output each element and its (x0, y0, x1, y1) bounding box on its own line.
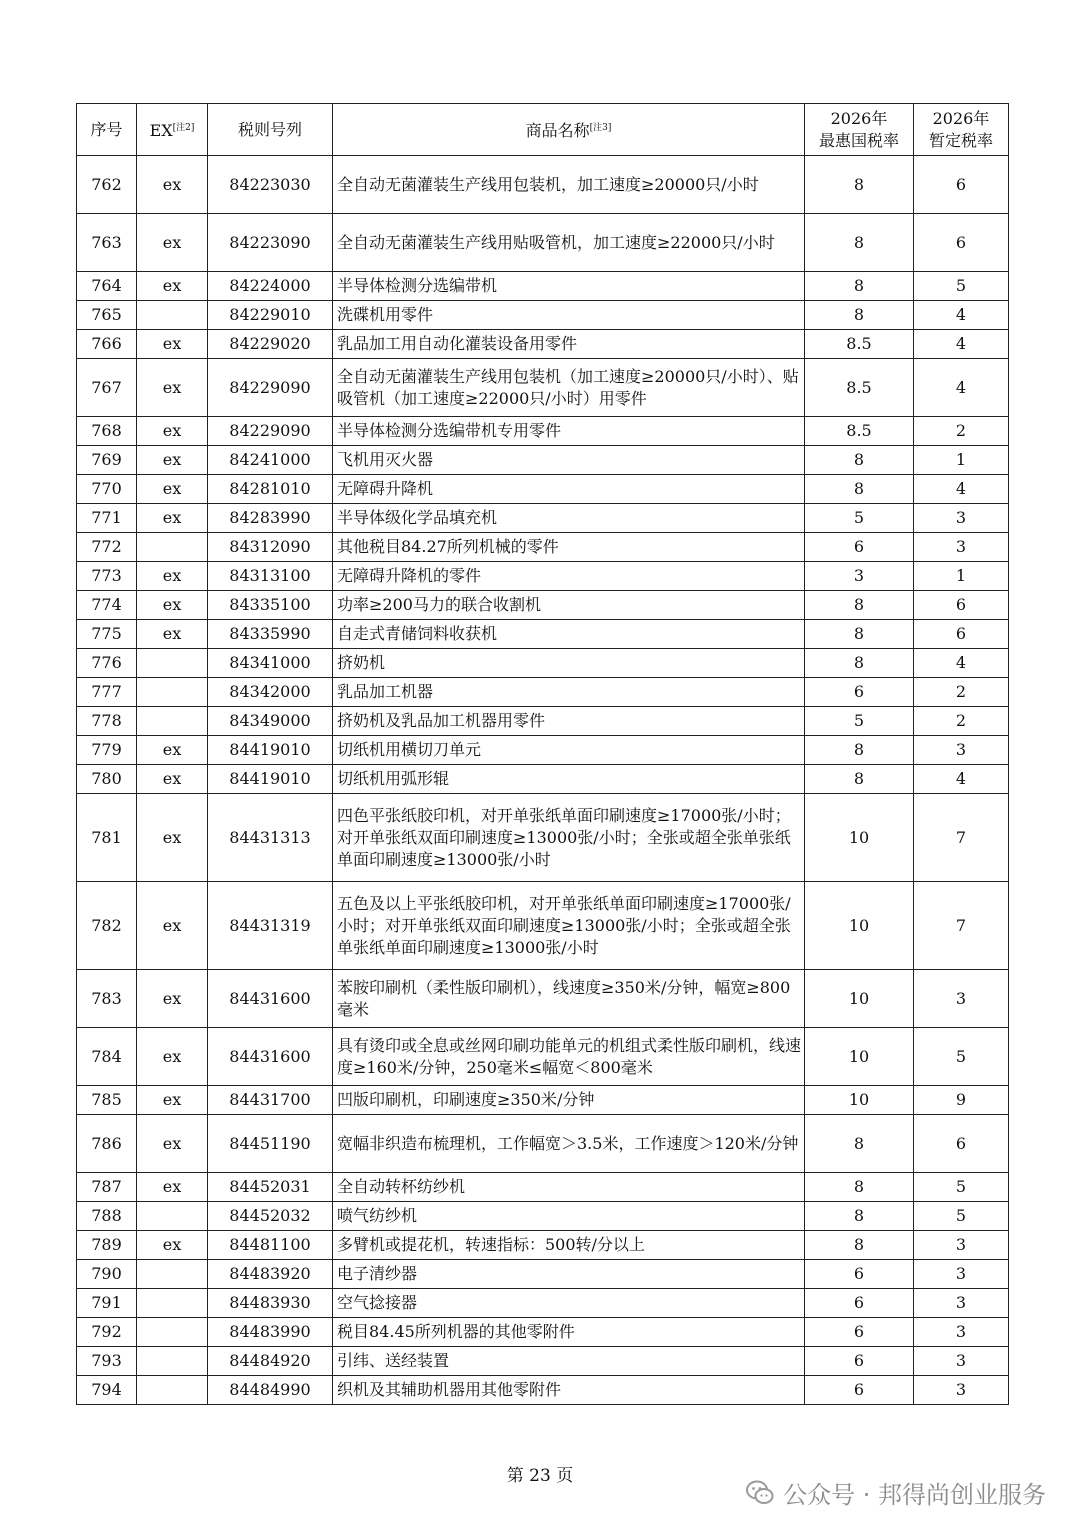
cell-mfn-rate: 8 (805, 214, 914, 272)
table-row (77, 678, 1009, 707)
cell-provisional-rate: 3 (914, 736, 1009, 765)
cell-ex: ex (137, 970, 208, 1028)
cell-name: 全自动无菌灌装生产线用贴吸管机，加工速度≥22000只/小时 (333, 214, 805, 272)
cell-code: 84335990 (208, 620, 333, 649)
cell-seq: 780 (77, 765, 137, 794)
cell-mfn-rate: 8 (805, 649, 914, 678)
cell-seq: 765 (77, 301, 137, 330)
cell-code: 84223090 (208, 214, 333, 272)
cell-seq: 785 (77, 1086, 137, 1115)
cell-ex: ex (137, 1115, 208, 1173)
cell-seq: 763 (77, 214, 137, 272)
cell-ex (137, 1260, 208, 1289)
header-mfn-rate: 2026年 最惠国税率 (805, 104, 914, 156)
cell-mfn-rate: 8 (805, 156, 914, 214)
cell-ex (137, 649, 208, 678)
cell-mfn-rate: 3 (805, 562, 914, 591)
cell-ex (137, 1202, 208, 1231)
table-row (77, 1202, 1009, 1231)
table-row (77, 1289, 1009, 1318)
table-row (77, 1260, 1009, 1289)
header-ex: EX[注2] (137, 104, 208, 156)
cell-seq: 787 (77, 1173, 137, 1202)
cell-seq: 793 (77, 1347, 137, 1376)
cell-mfn-rate: 10 (805, 794, 914, 882)
cell-name: 无障碍升降机 (333, 475, 805, 504)
header-name-note: [注3] (589, 123, 612, 133)
cell-ex (137, 533, 208, 562)
cell-provisional-rate: 6 (914, 620, 1009, 649)
cell-code: 84313100 (208, 562, 333, 591)
cell-mfn-rate: 10 (805, 882, 914, 970)
table-row (77, 591, 1009, 620)
cell-code: 84452032 (208, 1202, 333, 1231)
cell-provisional-rate: 4 (914, 301, 1009, 330)
cell-code: 84341000 (208, 649, 333, 678)
cell-provisional-rate: 2 (914, 678, 1009, 707)
cell-mfn-rate: 10 (805, 970, 914, 1028)
table-row (77, 417, 1009, 446)
cell-seq: 764 (77, 272, 137, 301)
cell-mfn-rate: 8 (805, 620, 914, 649)
cell-provisional-rate: 4 (914, 359, 1009, 417)
table-row (77, 475, 1009, 504)
cell-provisional-rate: 5 (914, 272, 1009, 301)
wechat-icon (745, 1478, 775, 1508)
cell-name: 具有烫印或全息或丝网印刷功能单元的机组式柔性版印刷机，线速度≥160米/分钟，250毫米≤幅宽＜800毫米 (333, 1028, 805, 1086)
cell-seq: 790 (77, 1260, 137, 1289)
cell-ex: ex (137, 475, 208, 504)
cell-code: 84229090 (208, 417, 333, 446)
cell-code: 84223030 (208, 156, 333, 214)
cell-seq: 769 (77, 446, 137, 475)
cell-code: 84342000 (208, 678, 333, 707)
cell-name: 其他税目84.27所列机械的零件 (333, 533, 805, 562)
cell-ex (137, 301, 208, 330)
cell-provisional-rate: 3 (914, 1318, 1009, 1347)
cell-name: 凹版印刷机，印刷速度≥350米/分钟 (333, 1086, 805, 1115)
cell-seq: 773 (77, 562, 137, 591)
cell-code: 84484920 (208, 1347, 333, 1376)
cell-provisional-rate: 6 (914, 156, 1009, 214)
cell-provisional-rate: 5 (914, 1202, 1009, 1231)
cell-seq: 774 (77, 591, 137, 620)
cell-code: 84483990 (208, 1318, 333, 1347)
cell-seq: 779 (77, 736, 137, 765)
cell-code: 84335100 (208, 591, 333, 620)
table-row (77, 1028, 1009, 1086)
table-row (77, 533, 1009, 562)
cell-seq: 762 (77, 156, 137, 214)
cell-seq: 777 (77, 678, 137, 707)
cell-code: 84283990 (208, 504, 333, 533)
cell-code: 84431600 (208, 1028, 333, 1086)
table-row (77, 504, 1009, 533)
cell-provisional-rate: 3 (914, 970, 1009, 1028)
cell-code: 84419010 (208, 736, 333, 765)
cell-name: 乳品加工机器 (333, 678, 805, 707)
cell-code: 84431313 (208, 794, 333, 882)
watermark-text: 公众号 · 邦得尚创业服务 (783, 1481, 1046, 1509)
cell-mfn-rate: 6 (805, 1376, 914, 1405)
cell-provisional-rate: 2 (914, 707, 1009, 736)
cell-mfn-rate: 8 (805, 765, 914, 794)
cell-provisional-rate: 1 (914, 446, 1009, 475)
cell-seq: 794 (77, 1376, 137, 1405)
cell-seq: 771 (77, 504, 137, 533)
cell-seq: 792 (77, 1318, 137, 1347)
cell-name: 切纸机用弧形辊 (333, 765, 805, 794)
cell-ex: ex (137, 214, 208, 272)
cell-code: 84483930 (208, 1289, 333, 1318)
table-row (77, 1086, 1009, 1115)
cell-ex: ex (137, 736, 208, 765)
cell-seq: 770 (77, 475, 137, 504)
cell-name: 全自动无菌灌装生产线用包装机（加工速度≥20000只/小时）、贴吸管机（加工速度≥22000只/小时）用零件 (333, 359, 805, 417)
cell-code: 84229010 (208, 301, 333, 330)
cell-ex: ex (137, 1231, 208, 1260)
cell-name: 四色平张纸胶印机，对开单张纸单面印刷速度≥17000张/小时；对开单张纸双面印刷速度≥13000张/小时；全张或超全张单张纸单面印刷速度≥13000张/小时 (333, 794, 805, 882)
cell-provisional-rate: 3 (914, 1289, 1009, 1318)
table-row (77, 301, 1009, 330)
cell-provisional-rate: 3 (914, 1376, 1009, 1405)
cell-ex: ex (137, 330, 208, 359)
cell-seq: 766 (77, 330, 137, 359)
table-row (77, 1231, 1009, 1260)
cell-mfn-rate: 8 (805, 272, 914, 301)
cell-ex: ex (137, 1028, 208, 1086)
cell-ex: ex (137, 562, 208, 591)
table-row (77, 446, 1009, 475)
cell-mfn-rate: 8.5 (805, 359, 914, 417)
cell-ex (137, 678, 208, 707)
cell-provisional-rate: 6 (914, 1115, 1009, 1173)
cell-provisional-rate: 3 (914, 1260, 1009, 1289)
cell-mfn-rate: 6 (805, 1318, 914, 1347)
table-row (77, 970, 1009, 1028)
cell-seq: 789 (77, 1231, 137, 1260)
table-row (77, 1318, 1009, 1347)
cell-ex (137, 1376, 208, 1405)
cell-name: 多臂机或提花机，转速指标：500转/分以上 (333, 1231, 805, 1260)
cell-mfn-rate: 8 (805, 591, 914, 620)
cell-name: 全自动转杯纺纱机 (333, 1173, 805, 1202)
table-row (77, 214, 1009, 272)
cell-mfn-rate: 8.5 (805, 330, 914, 359)
cell-mfn-rate: 6 (805, 533, 914, 562)
cell-provisional-rate: 1 (914, 562, 1009, 591)
cell-name: 功率≥200马力的联合收割机 (333, 591, 805, 620)
cell-ex: ex (137, 504, 208, 533)
table-row (77, 1173, 1009, 1202)
cell-name: 半导体检测分选编带机专用零件 (333, 417, 805, 446)
table-row (77, 765, 1009, 794)
cell-ex (137, 707, 208, 736)
cell-name: 切纸机用横切刀单元 (333, 736, 805, 765)
cell-mfn-rate: 8 (805, 1173, 914, 1202)
page-number: 第 23 页 (506, 1466, 574, 1486)
table-row (77, 330, 1009, 359)
cell-code: 84241000 (208, 446, 333, 475)
cell-provisional-rate: 4 (914, 649, 1009, 678)
cell-code: 84229090 (208, 359, 333, 417)
cell-code: 84224000 (208, 272, 333, 301)
cell-seq: 775 (77, 620, 137, 649)
cell-seq: 784 (77, 1028, 137, 1086)
cell-provisional-rate: 3 (914, 1347, 1009, 1376)
cell-seq: 768 (77, 417, 137, 446)
cell-name: 税目84.45所列机器的其他零附件 (333, 1318, 805, 1347)
cell-seq: 782 (77, 882, 137, 970)
cell-mfn-rate: 8 (805, 446, 914, 475)
table-row (77, 1115, 1009, 1173)
cell-name: 五色及以上平张纸胶印机，对开单张纸单面印刷速度≥17000张/小时；对开单张纸双面印刷速度≥13000张/小时；全张或超全张单张纸单面印刷速度≥13000张/小时 (333, 882, 805, 970)
cell-code: 84431319 (208, 882, 333, 970)
cell-name: 空气捻接器 (333, 1289, 805, 1318)
cell-mfn-rate: 8 (805, 736, 914, 765)
cell-code: 84481100 (208, 1231, 333, 1260)
cell-ex: ex (137, 1173, 208, 1202)
cell-seq: 783 (77, 970, 137, 1028)
cell-code: 84431600 (208, 970, 333, 1028)
cell-mfn-rate: 6 (805, 678, 914, 707)
cell-mfn-rate: 5 (805, 504, 914, 533)
cell-mfn-rate: 8 (805, 1202, 914, 1231)
cell-name: 挤奶机及乳品加工机器用零件 (333, 707, 805, 736)
cell-ex: ex (137, 1086, 208, 1115)
cell-code: 84431700 (208, 1086, 333, 1115)
table-row (77, 620, 1009, 649)
cell-code: 84483920 (208, 1260, 333, 1289)
cell-provisional-rate: 4 (914, 765, 1009, 794)
cell-name: 织机及其辅助机器用其他零附件 (333, 1376, 805, 1405)
cell-ex: ex (137, 417, 208, 446)
cell-name: 自走式青储饲料收获机 (333, 620, 805, 649)
cell-mfn-rate: 6 (805, 1347, 914, 1376)
cell-provisional-rate: 3 (914, 1231, 1009, 1260)
cell-provisional-rate: 9 (914, 1086, 1009, 1115)
cell-code: 84484990 (208, 1376, 333, 1405)
table-row (77, 736, 1009, 765)
cell-provisional-rate: 2 (914, 417, 1009, 446)
cell-provisional-rate: 4 (914, 475, 1009, 504)
cell-code: 84452031 (208, 1173, 333, 1202)
cell-name: 全自动无菌灌装生产线用包装机，加工速度≥20000只/小时 (333, 156, 805, 214)
cell-name: 苯胺印刷机（柔性版印刷机），线速度≥350米/分钟，幅宽≥800毫米 (333, 970, 805, 1028)
tariff-table (76, 103, 1009, 1405)
cell-provisional-rate: 7 (914, 794, 1009, 882)
table-row (77, 794, 1009, 882)
cell-ex: ex (137, 794, 208, 882)
cell-ex (137, 1347, 208, 1376)
cell-mfn-rate: 8 (805, 1231, 914, 1260)
table-row (77, 1376, 1009, 1405)
cell-provisional-rate: 6 (914, 214, 1009, 272)
cell-seq: 772 (77, 533, 137, 562)
table-row (77, 882, 1009, 970)
cell-mfn-rate: 10 (805, 1086, 914, 1115)
cell-ex: ex (137, 359, 208, 417)
table-row (77, 359, 1009, 417)
cell-provisional-rate: 6 (914, 591, 1009, 620)
table-row (77, 649, 1009, 678)
header-code: 税则号列 (208, 104, 333, 156)
cell-code: 84312090 (208, 533, 333, 562)
cell-name: 无障碍升降机的零件 (333, 562, 805, 591)
cell-seq: 776 (77, 649, 137, 678)
cell-name: 电子清纱器 (333, 1260, 805, 1289)
table-header-row (77, 104, 1009, 156)
header-seq: 序号 (77, 104, 137, 156)
cell-code: 84281010 (208, 475, 333, 504)
cell-seq: 791 (77, 1289, 137, 1318)
header-name: 商品名称[注3] (333, 104, 805, 156)
cell-ex: ex (137, 765, 208, 794)
cell-ex: ex (137, 446, 208, 475)
cell-provisional-rate: 5 (914, 1173, 1009, 1202)
cell-name: 洗碟机用零件 (333, 301, 805, 330)
table-row (77, 272, 1009, 301)
cell-mfn-rate: 8 (805, 1115, 914, 1173)
cell-mfn-rate: 8 (805, 475, 914, 504)
table-row (77, 156, 1009, 214)
cell-name: 半导体检测分选编带机 (333, 272, 805, 301)
cell-ex: ex (137, 591, 208, 620)
cell-name: 引纬、送经装置 (333, 1347, 805, 1376)
watermark (745, 1475, 1046, 1510)
cell-name: 半导体级化学品填充机 (333, 504, 805, 533)
cell-mfn-rate: 8.5 (805, 417, 914, 446)
cell-code: 84451190 (208, 1115, 333, 1173)
cell-provisional-rate: 4 (914, 330, 1009, 359)
cell-mfn-rate: 10 (805, 1028, 914, 1086)
header-ex-note: [注2] (172, 123, 195, 133)
cell-provisional-rate: 5 (914, 1028, 1009, 1086)
cell-name: 飞机用灭火器 (333, 446, 805, 475)
cell-ex (137, 1289, 208, 1318)
cell-name: 乳品加工用自动化灌装设备用零件 (333, 330, 805, 359)
cell-seq: 781 (77, 794, 137, 882)
cell-ex (137, 1318, 208, 1347)
header-provisional-rate: 2026年 暂定税率 (914, 104, 1009, 156)
cell-provisional-rate: 3 (914, 504, 1009, 533)
cell-name: 挤奶机 (333, 649, 805, 678)
cell-seq: 786 (77, 1115, 137, 1173)
cell-ex: ex (137, 272, 208, 301)
cell-provisional-rate: 3 (914, 533, 1009, 562)
cell-ex: ex (137, 620, 208, 649)
cell-code: 84349000 (208, 707, 333, 736)
table-row (77, 562, 1009, 591)
cell-provisional-rate: 7 (914, 882, 1009, 970)
cell-code: 84419010 (208, 765, 333, 794)
cell-ex: ex (137, 156, 208, 214)
cell-name: 喷气纺纱机 (333, 1202, 805, 1231)
table-row (77, 1347, 1009, 1376)
cell-ex: ex (137, 882, 208, 970)
cell-seq: 767 (77, 359, 137, 417)
cell-name: 宽幅非织造布梳理机，工作幅宽＞3.5米，工作速度＞120米/分钟 (333, 1115, 805, 1173)
cell-mfn-rate: 6 (805, 1260, 914, 1289)
table-row (77, 707, 1009, 736)
cell-mfn-rate: 6 (805, 1289, 914, 1318)
cell-mfn-rate: 8 (805, 301, 914, 330)
cell-seq: 788 (77, 1202, 137, 1231)
cell-mfn-rate: 5 (805, 707, 914, 736)
cell-code: 84229020 (208, 330, 333, 359)
cell-seq: 778 (77, 707, 137, 736)
